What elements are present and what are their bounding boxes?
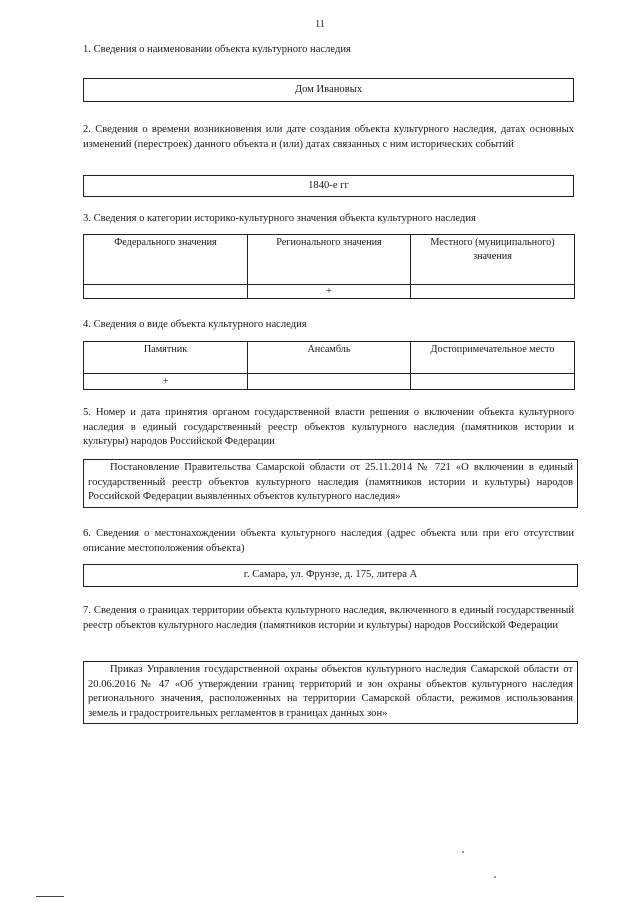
creation-date-box: [83, 175, 574, 197]
column-landmark: Достопримечательное место: [411, 342, 575, 374]
object-name-value: Дом Ивановых: [294, 84, 363, 95]
section-6-heading: 6. Сведения о местонахождении объекта культурного наследия (адрес объекта или при его отсутствии описание местоположения объекта): [83, 528, 574, 554]
section-2-heading: 2. Сведения о времени возникновения или дате создания объекта культурного наследия, датах основных изменений (перестроек) данного объекта и (или) датах связанных с ним исторических событий: [83, 124, 574, 150]
object-name-box: [83, 78, 574, 102]
territory-boundaries-box: [83, 661, 578, 724]
column-regional: Регионального значения: [248, 235, 411, 285]
section-4-heading: 4. Сведения о виде объекта культурного наследия: [83, 319, 307, 330]
value-landmark: [411, 374, 575, 390]
section-1-heading: 1. Сведения о наименовании объекта культурного наследия: [83, 44, 351, 55]
value-local: [411, 285, 575, 299]
page-number: 11: [315, 19, 325, 30]
object-type-table: [83, 341, 575, 390]
creation-date-value: 1840-е гг: [308, 180, 349, 191]
table-row: [84, 374, 575, 390]
column-ensemble: Ансамбль: [248, 342, 411, 374]
table-header-row: [84, 342, 575, 374]
table-header-row: [84, 235, 575, 285]
scan-speck: [462, 851, 464, 853]
value-regional: +: [248, 285, 411, 299]
registry-decision-value: Постановление Правительства Самарской области от 25.11.2014 № 721 «О включении в единый государственный реестр объектов культурного наследия (памятников истории и культуры) народов Российской Федерации выявленных объектов культурного наследия»: [88, 462, 573, 503]
section-7-heading: 7. Сведения о границах территории объекта культурного наследия, включенного в единый государственный реестр объектов культурного наследия (памятников истории и культуры) народов Российской Федерации: [83, 605, 574, 631]
scan-edge-mark: [36, 896, 64, 897]
column-federal: Федерального значения: [84, 235, 248, 285]
registry-decision-box: [83, 459, 578, 508]
significance-category-table: [83, 234, 575, 299]
column-monument: Памятник: [84, 342, 248, 374]
address-value: г. Самара, ул. Фрунзе, д. 175, литера А: [243, 569, 418, 580]
territory-boundaries-value: Приказ Управления государственной охраны объектов культурного наследия Самарской области от 20.06.2016 № 47 «Об утверждении границ территорий и зон охраны объектов культурного наследия регионального значения, расположенных на территории Самарской области, режимов использования земель и градостроительных регламентов в границах данных зон»: [88, 664, 573, 719]
table-row: [84, 285, 575, 299]
value-monument: +: [84, 374, 248, 390]
column-local: Местного (муниципального) значения: [411, 235, 575, 285]
section-5-heading: 5. Номер и дата принятия органом государственной власти решения о включении объекта культурного наследия в единый государственный реестр объектов культурного наследия (памятников истории и культуры) народов Российской Федерации: [83, 407, 574, 448]
value-federal: [84, 285, 248, 299]
address-box: [83, 564, 578, 587]
scan-speck: [494, 876, 496, 878]
value-ensemble: [248, 374, 411, 390]
section-3-heading: 3. Сведения о категории историко-культурного значения объекта культурного наследия: [83, 213, 476, 224]
